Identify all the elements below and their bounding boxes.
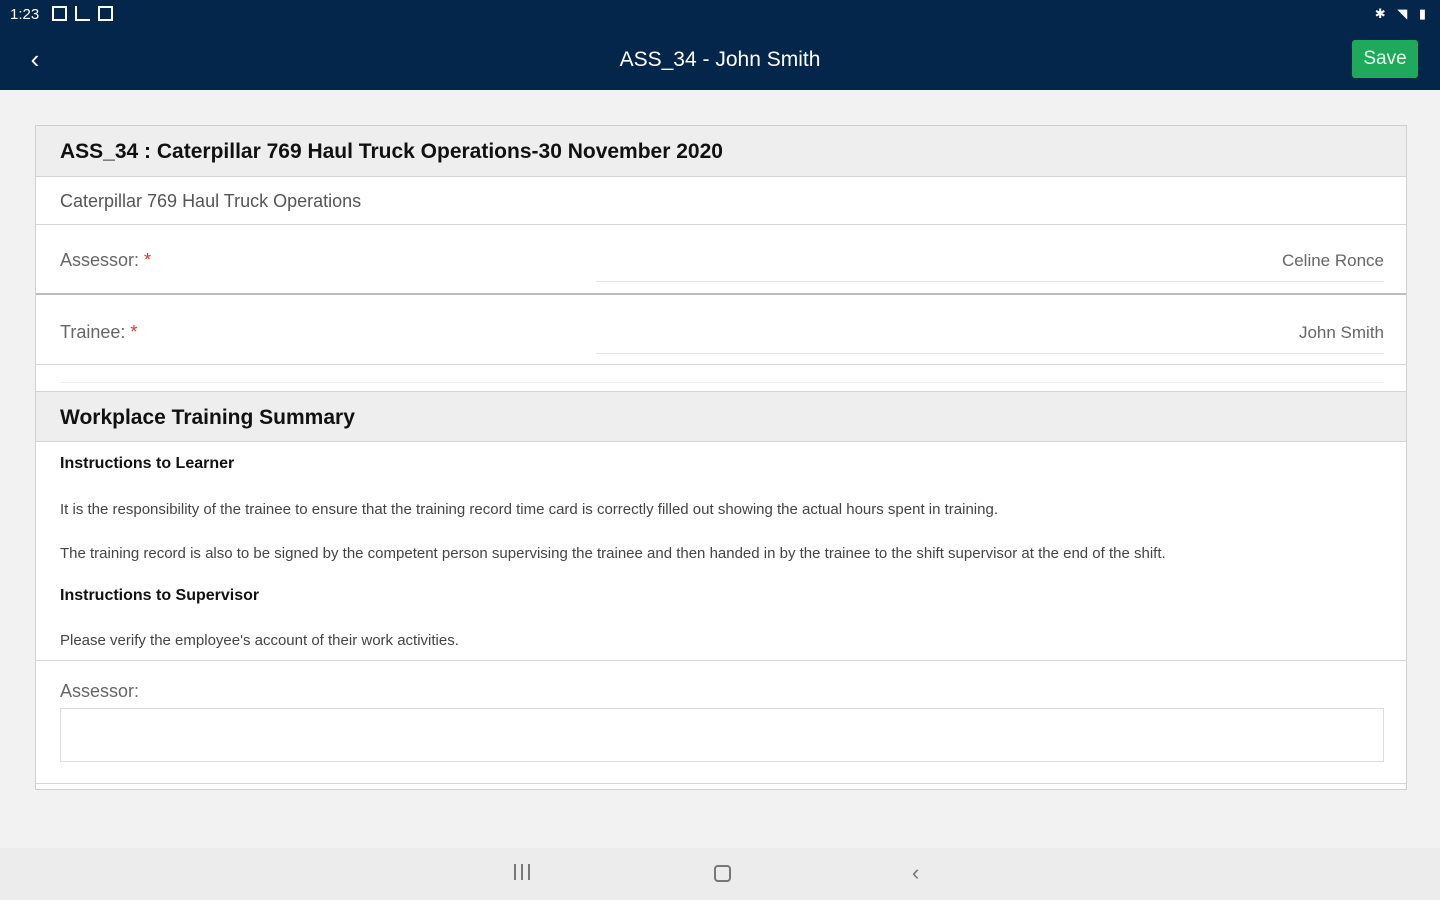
required-marker: * bbox=[144, 250, 152, 270]
assessor-underline bbox=[596, 281, 1384, 282]
trainee-field-label bbox=[60, 322, 137, 343]
learner-instructions-heading: Instructions to Learner bbox=[60, 455, 235, 472]
divider bbox=[36, 364, 1406, 365]
home-icon[interactable] bbox=[714, 865, 731, 882]
checkbox-icon bbox=[98, 6, 113, 21]
recent-apps-icon[interactable] bbox=[514, 864, 530, 880]
divider bbox=[36, 783, 1406, 784]
gallery-icon bbox=[52, 6, 67, 21]
form-header bbox=[36, 126, 1406, 177]
back-arrow-icon[interactable]: ‹ bbox=[30, 44, 40, 74]
notification-icons bbox=[52, 6, 113, 21]
status-time: 1:23 bbox=[10, 6, 40, 23]
form-subtitle: Caterpillar 769 Haul Truck Operations bbox=[60, 191, 362, 211]
page-title: ASS_34 - John Smith bbox=[619, 48, 821, 71]
assessor-comment-input[interactable] bbox=[60, 708, 1384, 762]
divider bbox=[60, 382, 1384, 383]
learner-instructions-paragraph: The training record is also to be signed by the competent person supervising the trainee and then handed in by the trainee to the shift supervisor at the end of the shift. bbox=[60, 545, 1166, 562]
divider bbox=[36, 660, 1406, 661]
download-icon bbox=[75, 6, 90, 21]
required-marker: * bbox=[130, 322, 138, 342]
supervisor-instructions-heading: Instructions to Supervisor bbox=[60, 587, 260, 604]
learner-instructions-paragraph: It is the responsibility of the trainee to ensure that the training record time card is correctly filled out showing the actual hours spent in training. bbox=[60, 501, 998, 518]
assessor-label-text: Assessor: bbox=[60, 250, 140, 270]
divider bbox=[36, 293, 1406, 295]
assessor-comment-label: Assessor: bbox=[60, 681, 140, 701]
summary-heading: Workplace Training Summary bbox=[60, 406, 355, 429]
save-button[interactable]: Save bbox=[1352, 40, 1418, 78]
assessor-field[interactable]: Celine Ronce bbox=[1281, 251, 1384, 270]
system-nav-bar bbox=[0, 848, 1440, 900]
assessment-form bbox=[35, 125, 1407, 790]
nav-back-icon[interactable]: ‹ bbox=[912, 860, 920, 885]
supervisor-instructions-paragraph: Please verify the employee's account of their work activities. bbox=[60, 632, 459, 649]
form-header-title: ASS_34 : Caterpillar 769 Haul Truck Operations-30 November 2020 bbox=[60, 140, 723, 163]
assessor-field-label bbox=[60, 250, 151, 271]
system-icons: ✱ ◥ ▮ bbox=[1374, 6, 1430, 21]
trainee-label-text: Trainee: bbox=[60, 322, 126, 342]
trainee-underline bbox=[596, 353, 1384, 354]
summary-header bbox=[36, 391, 1406, 442]
divider bbox=[36, 224, 1406, 225]
app-bar bbox=[0, 30, 1440, 90]
trainee-field[interactable]: John Smith bbox=[1298, 323, 1384, 342]
status-bar bbox=[0, 0, 1440, 30]
